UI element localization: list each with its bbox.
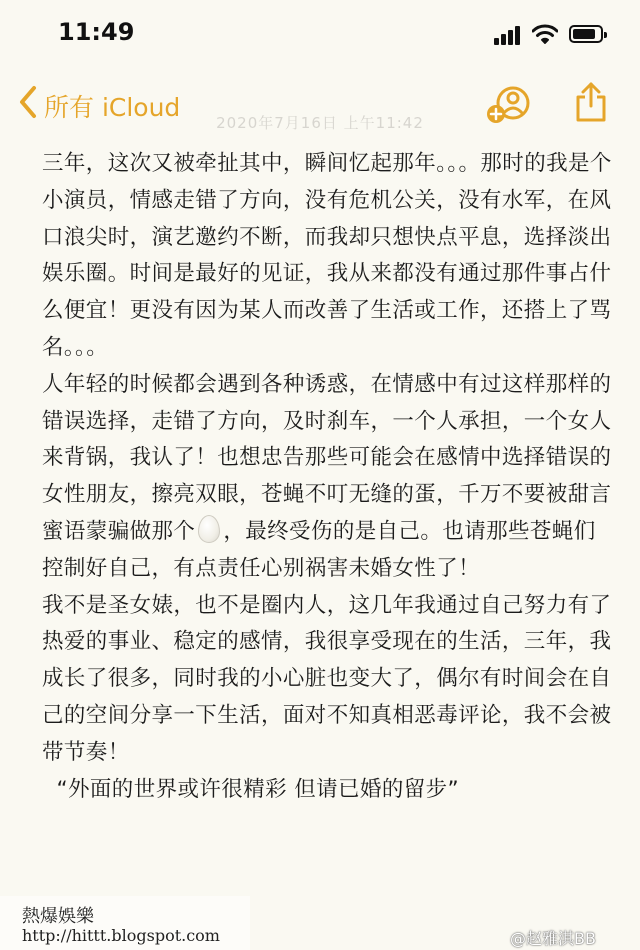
status-time: 11:49 <box>58 18 135 46</box>
wifi-icon <box>532 23 558 45</box>
weibo-watermark: @赵雅淇BB <box>510 929 596 948</box>
note-quote: “外面的世界或许很精彩 但请已婚的留步” <box>42 776 460 802</box>
blog-watermark-url: http://hittt.blogspot.com <box>22 926 220 945</box>
note-paragraph <box>42 367 612 588</box>
egg-emoji-icon <box>198 515 220 543</box>
note-body[interactable] <box>42 146 612 808</box>
blog-watermark-name: 熱爆娛樂 <box>22 906 94 927</box>
note-date: 2020年7月16日 上午11:42 <box>216 114 424 132</box>
cellular-signal-icon <box>494 25 522 45</box>
status-bar <box>0 0 640 70</box>
note-text: 人年轻的时候都会遇到各种诱惑，在情感中有过这样那样的错误选择，走错了方向，及时刹车，一个人承担，一个女人来背锅，我认了！也想忠告那些可能会在感情中选择错误的女性朋友，擦亮双眼，苍蝇不叮无缝的蛋，千万不要被甜言蜜语蒙骗做那个 <box>42 371 612 544</box>
back-button-all-icloud[interactable]: 所有 iCloud <box>44 93 181 122</box>
note-paragraph: 三年，这次又被牵扯其中，瞬间忆起那年。。。那时的我是个小演员，情感走错了方向，没有危机公关，没有水军，在风口浪尖时，演艺邀约不断，而我却只想快点平息，选择淡出娱乐圈。时间是最好的见证，我从来都没有通过那件事占什么便宜！更没有因为某人而改善了生活或工作，还搭上了骂名。。。 <box>42 151 612 360</box>
note-text: ，最终受伤的是自己。也请那些苍蝇们控制好自己，有点责任心别祸害未婚女性了！ <box>42 518 596 581</box>
note-paragraph: 我不是圣女婊，也不是圈内人，这几年我通过自己努力有了热爱的事业、稳定的感情，我很享受现在的生活，三年，我成长了很多，同时我的小心脏也变大了，偶尔有时间会在自己的空间分享一下生活，面对不知真相恶毒评论，我不会被带节奏！ <box>42 592 612 765</box>
battery-icon <box>569 25 603 43</box>
